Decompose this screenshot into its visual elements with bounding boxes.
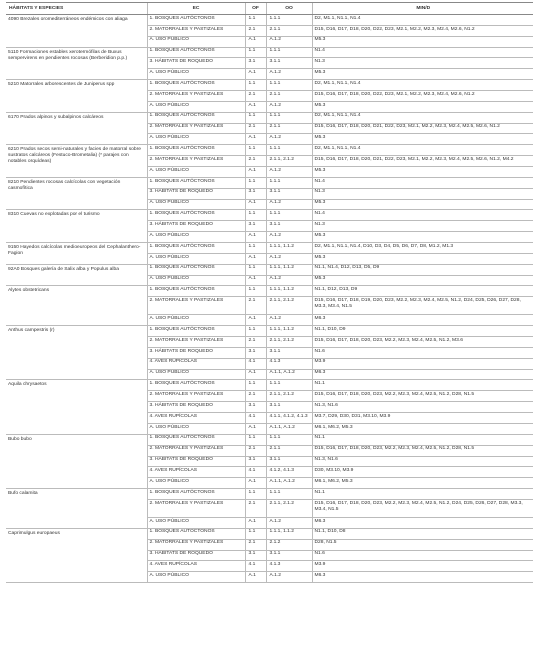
of-cell: 3.1 <box>245 188 266 199</box>
oo-cell: 3.1.1 <box>266 221 312 232</box>
ec-cell: 4. AVES RUPÍCOLAS <box>147 358 245 369</box>
ec-cell: A. USO PÚBLICO <box>147 253 245 264</box>
ec-cell: 3. HÁBITATS DE ROQUEDO <box>147 402 245 413</box>
mind-cell: D15, D16, D17, D18, D20, D23, M2.2, M2.3, M2.4, M2.5, N1.2, D28, N1.5 <box>312 445 533 456</box>
habitat-species-name: Anthus campestris (r) <box>6 326 147 380</box>
ec-cell: 4. AVES RUPÍCOLAS <box>147 413 245 424</box>
mind-cell: M5.3 <box>312 275 533 286</box>
of-cell: 2.1 <box>245 91 266 102</box>
oo-cell: 2.1.1, 2.1.2 <box>266 499 312 517</box>
ec-cell: 1. BOSQUES AUTÓCTONOS <box>147 434 245 445</box>
oo-cell: 1.1.1 <box>266 80 312 91</box>
oo-cell: 2.1.1, 2.1.2 <box>266 337 312 348</box>
of-cell: A.1 <box>245 423 266 434</box>
oo-cell: A.1.2 <box>266 315 312 326</box>
oo-cell: 2.1.1, 2.1.2 <box>266 297 312 315</box>
of-cell: 1.1 <box>245 286 266 297</box>
ec-cell: A. USO PÚBLICO <box>147 232 245 243</box>
mind-cell: N1.1 <box>312 434 533 445</box>
table-row <box>6 380 533 391</box>
ec-cell: 1. BOSQUES AUTÓCTONOS <box>147 177 245 188</box>
of-cell: 2.1 <box>245 123 266 134</box>
oo-cell: 2.1.1 <box>266 91 312 102</box>
mind-cell: N1.1, D10, D8 <box>312 528 533 539</box>
mind-cell: D15, D16, D17, D18, D19, D20, D23, M2.2, M2.3, M2.4, M2.5, N1.2, D24, D25, D26, D27, D28, M3.3, M3.4, N1.5 <box>312 297 533 315</box>
of-cell: 2.1 <box>245 25 266 36</box>
table-row <box>6 14 533 25</box>
ec-cell: 1. BOSQUES AUTÓCTONOS <box>147 326 245 337</box>
mind-cell: M5.3 <box>312 36 533 47</box>
mind-cell: N1.3, N1.6 <box>312 456 533 467</box>
of-cell: 1.1 <box>245 380 266 391</box>
mind-cell: M5.3 <box>312 167 533 178</box>
ec-cell: 3. HÁBITATS DE ROQUEDO <box>147 221 245 232</box>
habitat-species-name: Bubo bubo <box>6 434 147 488</box>
oo-cell: 4.1.3 <box>266 358 312 369</box>
oo-cell: 1.1.1 <box>266 14 312 25</box>
mind-cell: N1.4 <box>312 177 533 188</box>
ec-cell: 2. MATORRALES Y PASTIZALES <box>147 156 245 167</box>
table-body <box>6 14 533 582</box>
mind-cell: D15, D16, D17, D18, D20, D23, M2.2, M2.3, M2.4, M2.5, N1.2, D28, N1.5 <box>312 391 533 402</box>
of-cell: 4.1 <box>245 358 266 369</box>
oo-cell: 4.1.2, 4.1.3 <box>266 467 312 478</box>
mind-cell: N1.4 <box>312 47 533 58</box>
mind-cell: N1.6 <box>312 347 533 358</box>
oo-cell: A.1.2 <box>266 232 312 243</box>
mind-cell: D2, M1.1, N1.1, N1.4, D10, D3, D4, D5, D6, D7, D8, M1.2, M1.3 <box>312 243 533 254</box>
of-cell: 3.1 <box>245 221 266 232</box>
habitat-species-name: 5210 Matorrales arborescentes de Juniperus spp <box>6 80 147 113</box>
oo-cell: 1.1.1 <box>266 434 312 445</box>
of-cell: 2.1 <box>245 297 266 315</box>
mind-cell: N1.1, N1.4, D12, D13, D5, D9 <box>312 264 533 275</box>
ec-cell: 1. BOSQUES AUTÓCTONOS <box>147 264 245 275</box>
of-cell: A.1 <box>245 517 266 528</box>
oo-cell: A.1.2 <box>266 253 312 264</box>
of-cell: A.1 <box>245 232 266 243</box>
table-row <box>6 47 533 58</box>
habitat-species-name: Aquila chrysaetos <box>6 380 147 434</box>
table-row <box>6 326 533 337</box>
oo-cell: A.1.1, A.1.2 <box>266 369 312 380</box>
header-habitats: HÁBITATS Y ESPECIES <box>6 3 147 15</box>
oo-cell: 2.1.1 <box>266 445 312 456</box>
habitat-species-name: 9150 Hayedos calcícolas medioeuropeos del Cephalanthero-Fagion <box>6 243 147 265</box>
table-row <box>6 489 533 500</box>
mind-cell: D15, D16, D17, D18, D20, D22, D23, M2.1, M2.2, M2.3, M2.4, M2.6, N1.2 <box>312 91 533 102</box>
mind-cell: N1.3 <box>312 58 533 69</box>
oo-cell: 1.1.1, 1.1.2 <box>266 243 312 254</box>
mind-cell: N1.4 <box>312 210 533 221</box>
oo-cell: A.1.2 <box>266 167 312 178</box>
oo-cell: 2.1.1, 2.1.2 <box>266 156 312 167</box>
ec-cell: 1. BOSQUES AUTÓCTONOS <box>147 14 245 25</box>
of-cell: 1.1 <box>245 243 266 254</box>
ec-cell: A. USO PÚBLICO <box>147 101 245 112</box>
of-cell: 1.1 <box>245 210 266 221</box>
mind-cell: N1.3 <box>312 221 533 232</box>
habitat-species-table <box>6 2 533 583</box>
of-cell: 2.1 <box>245 499 266 517</box>
ec-cell: 2. MATORRALES Y PASTIZALES <box>147 539 245 550</box>
oo-cell: A.1.2 <box>266 517 312 528</box>
of-cell: 2.1 <box>245 539 266 550</box>
of-cell: 4.1 <box>245 467 266 478</box>
ec-cell: 4. AVES RUPÍCOLAS <box>147 561 245 572</box>
habitat-species-name: 6170 Prados alpinos y subalpinos calcáreos <box>6 112 147 145</box>
oo-cell: 1.1.1, 1.1.2 <box>266 326 312 337</box>
ec-cell: 2. MATORRALES Y PASTIZALES <box>147 123 245 134</box>
header-oo: OO <box>266 3 312 15</box>
header-ec: EC <box>147 3 245 15</box>
ec-cell: 1. BOSQUES AUTÓCTONOS <box>147 380 245 391</box>
habitat-species-name: Bufo calamita <box>6 489 147 529</box>
oo-cell: A.1.2 <box>266 134 312 145</box>
oo-cell: 2.1.1 <box>266 123 312 134</box>
oo-cell: A.1.1, A.1.2 <box>266 478 312 489</box>
of-cell: 2.1 <box>245 391 266 402</box>
of-cell: A.1 <box>245 69 266 80</box>
ec-cell: 1. BOSQUES AUTÓCTONOS <box>147 489 245 500</box>
ec-cell: 2. MATORRALES Y PASTIZALES <box>147 91 245 102</box>
habitat-species-name: 6210 Prados secos semi-naturales y facies de matorral sobre sustratos calcáreos (Festuco-Brometalia) (* parajes con notables orquídeas) <box>6 145 147 178</box>
of-cell: 3.1 <box>245 402 266 413</box>
mind-cell: N1.1, D10, D9 <box>312 326 533 337</box>
ec-cell: A. USO PÚBLICO <box>147 167 245 178</box>
of-cell: 4.1 <box>245 413 266 424</box>
of-cell: 1.1 <box>245 14 266 25</box>
oo-cell: 3.1.1 <box>266 456 312 467</box>
oo-cell: 3.1.1 <box>266 550 312 561</box>
oo-cell: 1.1.1, 1.1.2 <box>266 528 312 539</box>
header-of: OF <box>245 3 266 15</box>
mind-cell: M6.3 <box>312 517 533 528</box>
ec-cell: A. USO PÚBLICO <box>147 69 245 80</box>
mind-cell: M3.7, D29, D30, D31, M3.10, M3.9 <box>312 413 533 424</box>
ec-cell: A. USO PÚBLICO <box>147 423 245 434</box>
habitat-species-name: Caprimulgus europaeus <box>6 528 147 582</box>
of-cell: 2.1 <box>245 337 266 348</box>
of-cell: 1.1 <box>245 434 266 445</box>
mind-cell: M6.1, M6.2, M5.3 <box>312 478 533 489</box>
mind-cell: N1.1 <box>312 489 533 500</box>
ec-cell: 1. BOSQUES AUTÓCTONOS <box>147 145 245 156</box>
oo-cell: 1.1.1 <box>266 210 312 221</box>
table-row <box>6 528 533 539</box>
ec-cell: A. USO PÚBLICO <box>147 517 245 528</box>
mind-cell: D2, M1.1, N1.1, N1.4 <box>312 112 533 123</box>
oo-cell: 1.1.1, 1.1.2 <box>266 286 312 297</box>
oo-cell: 1.1.1 <box>266 112 312 123</box>
of-cell: A.1 <box>245 134 266 145</box>
mind-cell: N1.6 <box>312 550 533 561</box>
ec-cell: A. USO PÚBLICO <box>147 134 245 145</box>
table-row <box>6 177 533 188</box>
oo-cell: A.1.2 <box>266 36 312 47</box>
of-cell: 3.1 <box>245 456 266 467</box>
ec-cell: 1. BOSQUES AUTÓCTONOS <box>147 112 245 123</box>
of-cell: 1.1 <box>245 326 266 337</box>
mind-cell: D2, M1.1, N1.1, N1.4 <box>312 80 533 91</box>
table-row <box>6 286 533 297</box>
mind-cell: D15, D16, D17, D18, D20, D21, D22, D23, M2.1, M2.2, M2.3, M2.4, M2.5, M2.6, N1.2 <box>312 123 533 134</box>
ec-cell: 1. BOSQUES AUTÓCTONOS <box>147 528 245 539</box>
ec-cell: A. USO PÚBLICO <box>147 36 245 47</box>
ec-cell: 2. MATORRALES Y PASTIZALES <box>147 297 245 315</box>
oo-cell: A.1.2 <box>266 69 312 80</box>
of-cell: A.1 <box>245 572 266 583</box>
habitat-species-name: 4090 Brezales oromediterráneos endémicos con aliaga <box>6 14 147 47</box>
of-cell: 3.1 <box>245 347 266 358</box>
oo-cell: 3.1.1 <box>266 188 312 199</box>
ec-cell: 1. BOSQUES AUTÓCTONOS <box>147 47 245 58</box>
of-cell: 3.1 <box>245 58 266 69</box>
ec-cell: 1. BOSQUES AUTÓCTONOS <box>147 286 245 297</box>
table-row <box>6 243 533 254</box>
of-cell: A.1 <box>245 199 266 210</box>
oo-cell: 1.1.1 <box>266 380 312 391</box>
table-row <box>6 210 533 221</box>
oo-cell: 1.1.1 <box>266 489 312 500</box>
oo-cell: A.1.2 <box>266 572 312 583</box>
ec-cell: 1. BOSQUES AUTÓCTONOS <box>147 80 245 91</box>
table-row <box>6 80 533 91</box>
header-mind: MIN/D <box>312 3 533 15</box>
habitat-species-name: Alytes obstetricans <box>6 286 147 326</box>
of-cell: A.1 <box>245 167 266 178</box>
ec-cell: 2. MATORRALES Y PASTIZALES <box>147 25 245 36</box>
of-cell: A.1 <box>245 478 266 489</box>
of-cell: A.1 <box>245 369 266 380</box>
mind-cell: N1.3 <box>312 188 533 199</box>
ec-cell: A. USO PÚBLICO <box>147 572 245 583</box>
habitat-species-name: 8210 Pendientes rocosas calcícolas con vegetación casmofítica <box>6 177 147 210</box>
oo-cell: 2.1.2 <box>266 539 312 550</box>
mind-cell: M6.1, M6.2, M5.3 <box>312 423 533 434</box>
of-cell: A.1 <box>245 315 266 326</box>
ec-cell: A. USO PÚBLICO <box>147 369 245 380</box>
table-header-row <box>6 3 533 15</box>
mind-cell: N1.1, D12, D13, D9 <box>312 286 533 297</box>
of-cell: A.1 <box>245 275 266 286</box>
of-cell: 1.1 <box>245 80 266 91</box>
mind-cell: D15, D16, D17, D18, D20, D21, D22, D23, M2.1, M2.2, M2.3, M2.4, M2.5, M2.6, N1.2, M4.2 <box>312 156 533 167</box>
table-row <box>6 112 533 123</box>
mind-cell: N1.1 <box>312 380 533 391</box>
oo-cell: 3.1.1 <box>266 402 312 413</box>
ec-cell: A. USO PÚBLICO <box>147 199 245 210</box>
mind-cell: M5.3 <box>312 199 533 210</box>
ec-cell: 2. MATORRALES Y PASTIZALES <box>147 499 245 517</box>
table-row <box>6 264 533 275</box>
of-cell: A.1 <box>245 101 266 112</box>
oo-cell: 2.1.1, 2.1.2 <box>266 391 312 402</box>
mind-cell: D28, N1.5 <box>312 539 533 550</box>
of-cell: 1.1 <box>245 489 266 500</box>
oo-cell: A.1.2 <box>266 101 312 112</box>
ec-cell: 3. HÁBITATS DE ROQUEDO <box>147 550 245 561</box>
mind-cell: N1.3, N1.6 <box>312 402 533 413</box>
mind-cell: D15, D16, D17, D18, D20, D23, M2.2, M2.3, M2.4, M2.5, N1.2, D24, D25, D26, D27, D28, M3.3, M3.4, N1.5 <box>312 499 533 517</box>
oo-cell: 1.1.1, 1.1.2 <box>266 264 312 275</box>
ec-cell: A. USO PÚBLICO <box>147 315 245 326</box>
mind-cell: M5.3 <box>312 69 533 80</box>
ec-cell: 3. HÁBITATS DE ROQUEDO <box>147 456 245 467</box>
of-cell: 1.1 <box>245 177 266 188</box>
ec-cell: 3. HÁBITATS DE ROQUEDO <box>147 347 245 358</box>
of-cell: 1.1 <box>245 145 266 156</box>
mind-cell: D30, M3.10, M3.9 <box>312 467 533 478</box>
of-cell: 2.1 <box>245 156 266 167</box>
ec-cell: 2. MATORRALES Y PASTIZALES <box>147 445 245 456</box>
mind-cell: M3.9 <box>312 561 533 572</box>
table-row <box>6 434 533 445</box>
oo-cell: 3.1.1 <box>266 347 312 358</box>
mind-cell: M5.3 <box>312 101 533 112</box>
ec-cell: 2. MATORRALES Y PASTIZALES <box>147 391 245 402</box>
oo-cell: 1.1.1 <box>266 177 312 188</box>
mind-cell: M6.3 <box>312 315 533 326</box>
ec-cell: 3. HÁBITATS DE ROQUEDO <box>147 58 245 69</box>
of-cell: 2.1 <box>245 445 266 456</box>
mind-cell: D15, D16, D17, D18, D20, D22, D23, M2.1, M2.2, M2.3, M2.4, M2.6, N1.2 <box>312 25 533 36</box>
habitat-species-name: 92A0 Bosques galería de Salix alba y Populus alba <box>6 264 147 286</box>
of-cell: 1.1 <box>245 264 266 275</box>
table-row <box>6 145 533 156</box>
oo-cell: 1.1.1 <box>266 47 312 58</box>
mind-cell: M6.3 <box>312 572 533 583</box>
ec-cell: 2. MATORRALES Y PASTIZALES <box>147 337 245 348</box>
oo-cell: 4.1.1, 4.1.2, 4.1.3 <box>266 413 312 424</box>
ec-cell: 1. BOSQUES AUTÓCTONOS <box>147 210 245 221</box>
ec-cell: 3. HÁBITATS DE ROQUEDO <box>147 188 245 199</box>
mind-cell: D15, D16, D17, D18, D20, D23, M2.2, M2.3, M2.4, M2.5, N1.2, M3.6 <box>312 337 533 348</box>
mind-cell: M3.9 <box>312 358 533 369</box>
of-cell: 1.1 <box>245 47 266 58</box>
habitat-species-name: 8310 Cuevas no explotadas por el turismo <box>6 210 147 243</box>
mind-cell: D2, M1.1, N1.1, N1.4 <box>312 14 533 25</box>
habitat-species-name: 5110 Formaciones estables xerotermófilas de Buxus sempervirens en pendientes rocosas (Berberidion p.p.) <box>6 47 147 80</box>
oo-cell: 2.1.1 <box>266 25 312 36</box>
of-cell: A.1 <box>245 36 266 47</box>
mind-cell: M5.3 <box>312 253 533 264</box>
oo-cell: A.1.1, A.1.2 <box>266 423 312 434</box>
oo-cell: A.1.2 <box>266 199 312 210</box>
oo-cell: 3.1.1 <box>266 58 312 69</box>
ec-cell: 4. AVES RUPÍCOLAS <box>147 467 245 478</box>
mind-cell: M6.3 <box>312 369 533 380</box>
of-cell: 1.1 <box>245 528 266 539</box>
oo-cell: 1.1.1 <box>266 145 312 156</box>
oo-cell: A.1.2 <box>266 275 312 286</box>
of-cell: A.1 <box>245 253 266 264</box>
of-cell: 4.1 <box>245 561 266 572</box>
mind-cell: M5.3 <box>312 134 533 145</box>
of-cell: 3.1 <box>245 550 266 561</box>
ec-cell: A. USO PÚBLICO <box>147 275 245 286</box>
ec-cell: A. USO PÚBLICO <box>147 478 245 489</box>
oo-cell: 4.1.3 <box>266 561 312 572</box>
of-cell: 1.1 <box>245 112 266 123</box>
mind-cell: D2, M1.1, N1.1, N1.4 <box>312 145 533 156</box>
ec-cell: 1. BOSQUES AUTÓCTONOS <box>147 243 245 254</box>
mind-cell: M5.3 <box>312 232 533 243</box>
